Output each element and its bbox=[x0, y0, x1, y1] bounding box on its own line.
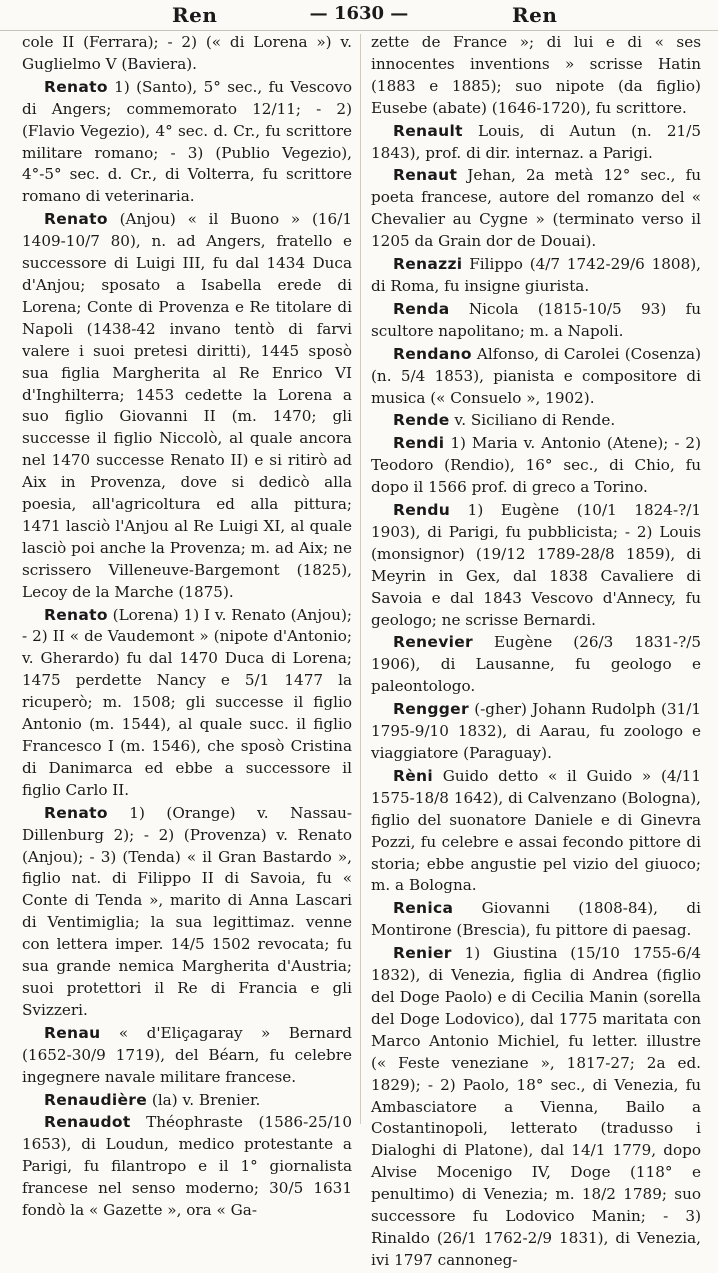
dictionary-entry bbox=[371, 943, 701, 1272]
entry-headword: Renier bbox=[393, 944, 452, 963]
entry-headword: Renault bbox=[393, 121, 463, 140]
dictionary-entry bbox=[371, 898, 701, 942]
dictionary-entry bbox=[371, 766, 701, 897]
dictionary-entry bbox=[371, 344, 701, 410]
entry-text: Giovanni (1808-84), di Montirone (Brescia), fu pittore di paesag. bbox=[371, 899, 701, 940]
entry-text: Louis, di Autun (n. 21/5 1843), prof. di dir. internaz. a Parigi. bbox=[371, 121, 701, 162]
entry-text: cole II (Ferrara); - 2) (« di Lorena ») v. Guglielmo V (Baviera). bbox=[22, 33, 352, 73]
entry-text: zette de France »; di lui e di « ses innocentes inventions » scrisse Hatin (1883 e 1885); suo nipote (da figlio) Eusebe (abate) (1646-1720), fu scrittore. bbox=[371, 33, 701, 117]
dictionary-entry bbox=[371, 121, 701, 165]
dictionary-entry bbox=[371, 410, 701, 432]
entry-headword: Renda bbox=[393, 299, 450, 318]
entry-text: (Lorena) 1) I v. Renato (Anjou); - 2) II « de Vaudemont » (nipote d'Antonio; v. Gherardo) fu dal 1470 Duca di Lorena; 1475 perdette Nancy e 5/1 1477 la ricuperò; m. 1508; gli successe il figlio Antonio (m. 1544), al quale succ. il figlio Francesco I (m. 1546), che sposò Cristina di Danimarca ed ebbe a successore il figlio Carlo II. bbox=[22, 605, 352, 799]
dictionary-entry bbox=[22, 1112, 352, 1222]
dictionary-entry bbox=[22, 77, 352, 208]
dictionary-entry bbox=[22, 32, 352, 76]
dictionary-entry bbox=[371, 32, 701, 120]
entry-headword: Renato bbox=[44, 210, 108, 229]
entry-headword: Renevier bbox=[393, 633, 473, 652]
entry-headword: Renaut bbox=[393, 166, 458, 185]
entry-headword: Renato bbox=[44, 605, 108, 624]
entry-headword: Rendu bbox=[393, 501, 451, 520]
entry-text: 1) Eugène (10/1 1824-?/1 1903), di Parigi, fu pubblicista; - 2) Louis (monsignor) (19/12 1789-28/8 1859), di Meyrin in Gex, dal 1838 Cavaliere di Savoia e dal 1843 Vescovo d'Annecy, fu geologo; ne scrisse Bernardi. bbox=[371, 501, 701, 629]
dictionary-entry bbox=[371, 433, 701, 499]
entry-text: Guido detto « il Guido » (4/11 1575-18/8 1642), di Calvenzano (Bologna), figlio del suonatore Daniele e di Ginevra Pozzi, fu celebre e assai fecondo pittore di storia; ebbe angustie pel vizio del giuoco; m. a Bologna. bbox=[371, 766, 701, 895]
entry-headword: Rendi bbox=[393, 434, 445, 453]
dictionary-entry bbox=[22, 803, 352, 1022]
entry-text: Alfonso, di Carolei (Cosenza) (n. 5/4 1853), pianista e compositore di musica (« Consuelo », 1902). bbox=[371, 344, 701, 407]
dictionary-entry bbox=[371, 699, 701, 765]
entry-text: 1) Giustina (15/10 1755-6/4 1832), di Venezia, figlia di Andrea (figlio del Doge Paolo) e di Cecilia Manin (sorella del Doge Lodovico), dal 1775 maritata con Marco Antonio Michiel, fu letter. illustre (« Feste veneziane », 1817-27; 2a ed. 1829); - 2) Paolo, 18° sec., di Venezia, fu Ambasciatore a Vienna, Bailo a Costantinopoli, letterato (tradusso i Dialoghi di Platone), dal 14/1 1779, dopo Alvise Mocenigo IV, Doge (118° e penultimo) di Venezia; m. 18/2 1789; suo successore fu Lodovico Manin; - 3) Rinaldo (26/1 1762-2/9 1831), di Venezia, ivi 1797 cannoneg- bbox=[371, 944, 701, 1269]
entry-text: Théophraste (1586-25/10 1653), di Loudun, medico protestante a Parigi, fu filantropo e il 1° giornalista francese nel senso moderno; 30/5 1631 fondò la « Gazette », ora « Ga- bbox=[22, 1113, 352, 1220]
entry-text: (-gher) Johann Rudolph (31/1 1795-9/10 1832), di Aarau, fu zoologo e viaggiatore (Paraguay). bbox=[371, 700, 701, 762]
entry-headword: Renau bbox=[44, 1023, 101, 1042]
running-headword-left: Ren bbox=[172, 3, 218, 27]
entry-text: 1) Maria v. Antonio (Atene); - 2) Teodoro (Rendio), 16° sec., di Chio, fu dopo il 1566 prof. di greco a Torino. bbox=[371, 434, 701, 497]
column-divider bbox=[360, 34, 361, 1124]
entry-headword: Renaudière bbox=[44, 1090, 148, 1109]
entry-text: Nicola (1815-10/5 93) fu scultore napolitano; m. a Napoli. bbox=[371, 299, 701, 340]
dictionary-entry bbox=[22, 605, 352, 802]
left-column bbox=[22, 32, 352, 1223]
entry-headword: Rengger bbox=[393, 700, 469, 719]
entry-headword: Renato bbox=[44, 803, 108, 822]
dictionary-entry bbox=[22, 1090, 352, 1112]
page-header bbox=[0, 0, 718, 31]
dictionary-entry bbox=[371, 165, 701, 253]
entry-headword: Renaudot bbox=[44, 1113, 131, 1132]
running-headword-right: Ren bbox=[512, 3, 558, 27]
dictionary-entry bbox=[22, 1023, 352, 1089]
dictionary-entry bbox=[22, 209, 352, 603]
entry-headword: Rendano bbox=[393, 344, 472, 363]
entry-text: 1) (Santo), 5° sec., fu Vescovo di Angers; commemorato 12/11; - 2) (Flavio Vegezio), 4° sec. d. Cr., fu scrittore militare romano; - 3) (Publio Vegezio), 4°-5° sec. d. Cr., di Volterra, fu scrittore romano di veterinaria. bbox=[22, 77, 352, 206]
entry-text: Jehan, 2a metà 12° sec., fu poeta francese, autore del romanzo del « Chevalier au Cygne » (terminato verso il 1205 da Grain dor de Douai). bbox=[371, 166, 701, 251]
entry-text: Eugène (26/3 1831-?/5 1906), di Lausanne, fu geologo e paleontologo. bbox=[371, 633, 701, 696]
entry-text: (Anjou) « il Buono » (16/1 1409-10/7 80), n. ad Angers, fratello e successore di Luigi III, fu dal 1434 Duca d'Anjou; sposato a Isabella erede di Lorena; Conte di Provenza e Re titolare di Napoli (1438-42 invano tentò di farvi valere i suoi pretesi diritti), 1445 sposò sua figlia Margherita al Re Enrico VI d'Inghilterra; 1453 cedette la Lorena a suo figlio Giovanni II (m. 1470; gli successe il figlio Niccolò, al quale ancora nel 1470 successe Renato II) e si ritirò ad Aix in Provenza, dove si dedicò alla poesia, all'agricoltura ed alla pittura; 1471 lasciò l'Anjou al Re Luigi XI, al quale lasciò poi anche la Provenza; m. ad Aix; ne scrissero Villeneuve-Bargemont (1825), Lecoy de la Marche (1875). bbox=[22, 210, 352, 601]
entry-headword: Rende bbox=[393, 411, 450, 430]
entry-headword: Rèni bbox=[393, 766, 433, 785]
entry-text: Filippo (4/7 1742-29/6 1808), di Roma, fu insigne giurista. bbox=[371, 255, 701, 295]
entry-headword: Renica bbox=[393, 899, 454, 918]
dictionary-entry bbox=[371, 254, 701, 298]
entry-text: (la) v. Brenier. bbox=[147, 1090, 261, 1109]
entry-text: v. Siciliano di Rende. bbox=[449, 411, 616, 430]
dictionary-entry bbox=[371, 299, 701, 343]
entry-text: 1) (Orange) v. Nassau-Dillenburg 2); - 2) (Provenza) v. Renato (Anjou); - 3) (Tenda) « il Gran Bastardo », figlio nat. di Filippo II di Savoia, fu « Conte di Tenda », marito di Anna Lascari di Ventimiglia; la sua legittimaz. venne con lettera imper. 14/5 1502 revocata; fu sua grande nemica Margherita d'Austria; suoi protettori il Re di Francia e gli Svizzeri. bbox=[22, 803, 352, 1019]
page-number: — 1630 — bbox=[309, 3, 409, 24]
entry-headword: Renazzi bbox=[393, 255, 463, 274]
dictionary-entry bbox=[371, 500, 701, 631]
dictionary-entry bbox=[371, 632, 701, 698]
entry-headword: Renato bbox=[44, 77, 108, 96]
entry-text: « d'Eliçagaray » Bernard (1652-30/9 1719), del Béarn, fu celebre ingegnere navale militare francese. bbox=[22, 1023, 352, 1086]
right-column bbox=[371, 32, 701, 1273]
